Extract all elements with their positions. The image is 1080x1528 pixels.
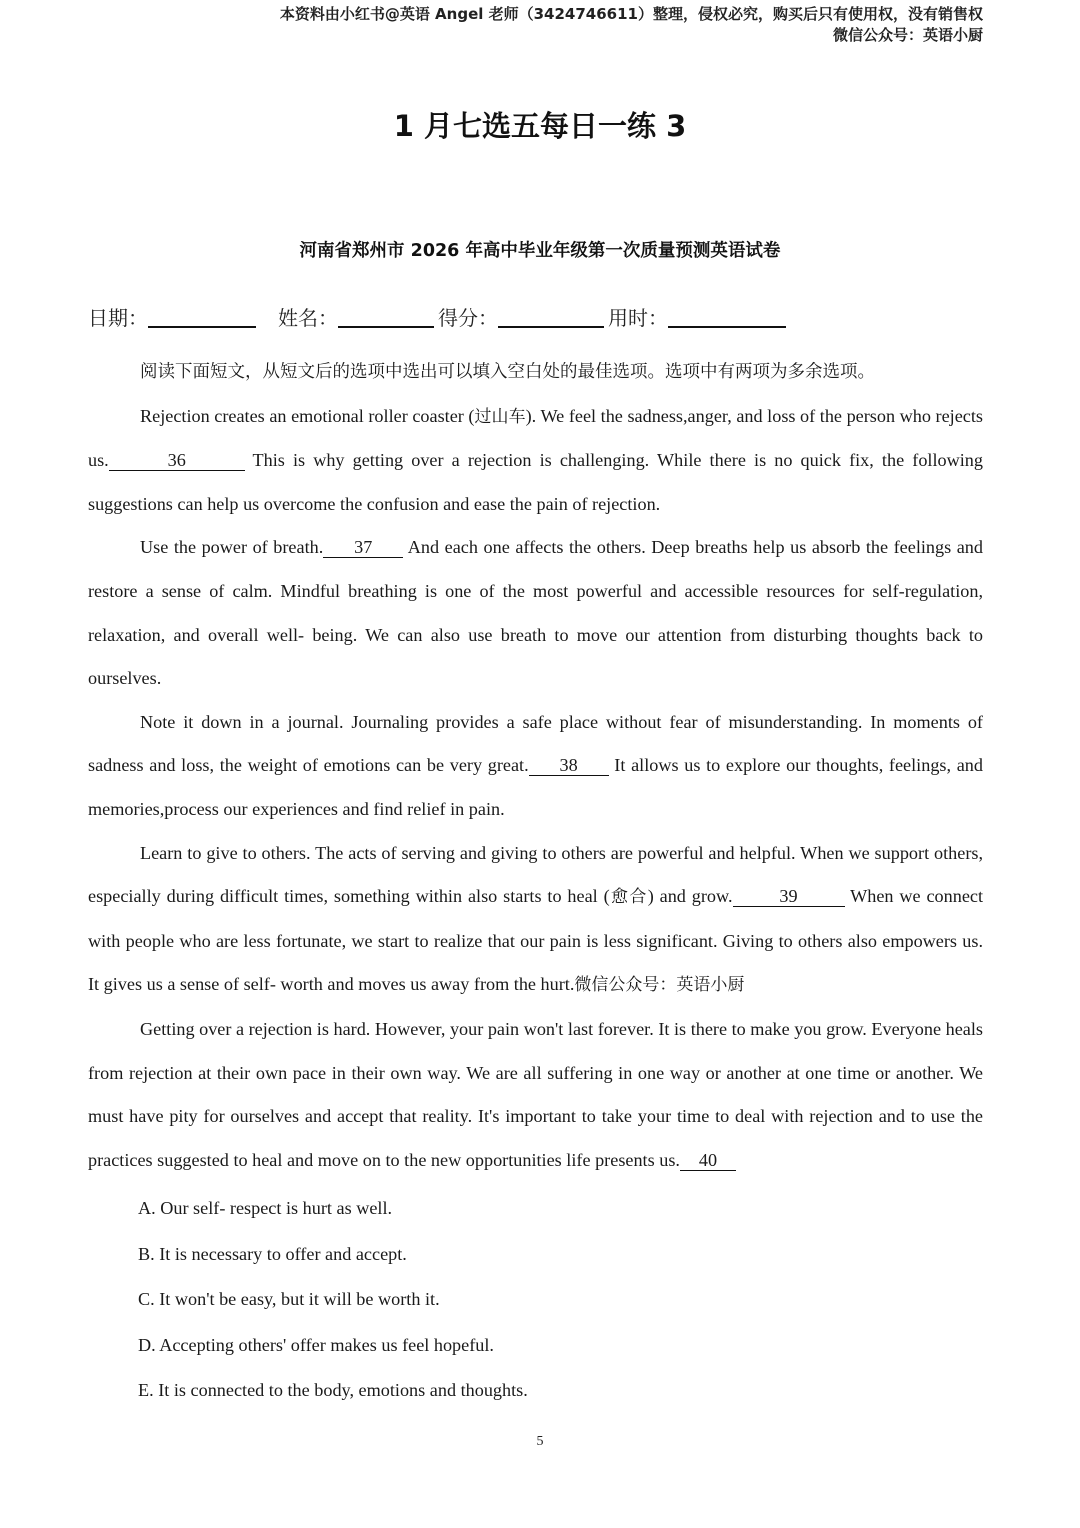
blank-40: 40: [680, 1150, 736, 1171]
exam-subtitle: 河南省郑州市 2026 年高中毕业年级第一次质量预测英语试卷: [299, 241, 781, 261]
paragraph-3-text-a: Note it down in a journal. Journaling provides a safe place without fear of misunderstanding. In moments of sadness and loss, the weight of emotions can be very great.: [88, 711, 983, 776]
paragraph-1-text-b: ). We feel the sadness,anger, and loss of the person who rejects us.: [88, 405, 984, 471]
paragraph-4-text-c: When we connect with people who are less fortunate, we start to realize that our pain is less significant. Giving to others also empowers us. It gives us a sense of self- worth and moves us away from the hurt.: [88, 886, 984, 995]
page-title: 1 月七选五每日一练 3: [393, 109, 687, 143]
time-label: 用时：: [608, 306, 668, 330]
paragraph-4-watermark: 微信公众号：英语小厨: [574, 975, 745, 996]
option-e: E. It is connected to the body, emotions and thoughts.: [138, 1380, 528, 1401]
paragraph-2-text-b: And each one affects the others. Deep breaths help us absorb the feelings and restore a sense of calm. Mindful breathing is one of the most powerful and accessible resources for self-regulation, relaxation, and overall well- being. We can also use breath to move our attention from disturbing thoughts back to ourselves.: [88, 537, 983, 689]
paragraph-4-gloss: 愈合: [609, 887, 648, 908]
paragraph-4: [88, 832, 983, 1008]
option-d: D. Accepting others' offer makes us feel hopeful.: [138, 1334, 494, 1355]
score-label: 得分：: [438, 306, 498, 330]
paragraph-4-text-a: Learn to give to others. The acts of serving and giving to others are powerful and helpful. When we support others, especially during difficult times, something within also starts to heal (: [88, 842, 983, 907]
paragraph-1-text-c: This is why getting over a rejection is challenging. While there is no quick fix, the following suggestions can help us overcome the confusion and ease the pain of rejection.: [88, 450, 983, 514]
option-c: C. It won't be easy, but it will be worth it.: [138, 1289, 440, 1310]
date-label: 日期：: [88, 306, 148, 330]
paragraph-3: [88, 701, 983, 832]
copyright-header: [280, 4, 983, 46]
name-label: 姓名：: [278, 306, 338, 330]
paragraph-4-text-b: ) and grow.: [647, 886, 733, 907]
blank-38: 38: [529, 755, 609, 776]
blank-39: 39: [733, 886, 845, 907]
paragraph-1-gloss: 过山车: [474, 406, 526, 427]
time-blank: [668, 306, 786, 328]
blank-36: 36: [109, 450, 245, 471]
date-blank: [148, 306, 256, 328]
paragraph-1: [88, 395, 983, 527]
option-a: A. Our self- respect is hurt as well.: [138, 1198, 393, 1219]
instruction-text: 阅读下面短文，从短文后的选项中选出可以填入空白处的最佳选项。选项中有两项为多余选项。: [140, 362, 875, 382]
copyright-line: 本资料由小红书@英语 Angel 老师（3424746611）整理，侵权必究，购买后只有使用权，没有销售权: [279, 5, 983, 23]
blank-37: 37: [323, 537, 403, 558]
paragraph-3-text-b: It allows us to explore our thoughts, feelings, and memories,process our experiences and find relief in pain.: [88, 755, 983, 819]
paragraph-1-text-a: Rejection creates an emotional roller coaster (: [140, 405, 475, 426]
page-number: 5: [536, 1434, 544, 1449]
paragraph-2-text-a: Use the power of breath.: [140, 537, 324, 558]
reading-content: [88, 351, 983, 1414]
wechat-account-line: 微信公众号：英语小厨: [832, 26, 983, 44]
student-info-row: [88, 302, 790, 331]
name-blank: [338, 306, 434, 328]
answer-options: [88, 1186, 983, 1414]
paragraph-5-text: Getting over a rejection is hard. However, your pain won't last forever. It is there to make you grow. Everyone heals from rejection at their own pace in their own way. We are all suffering in one way or another at one time or another. We must have pity for ourselves and accept that reality. It's important to take your time to deal with rejection and to use the practices suggested to heal and move on to the new opportunities life presents us.: [88, 1018, 983, 1170]
score-blank: [498, 306, 604, 328]
paragraph-5: [88, 1008, 983, 1182]
paragraph-2: [88, 526, 983, 700]
option-b: B. It is necessary to offer and accept.: [138, 1243, 407, 1264]
